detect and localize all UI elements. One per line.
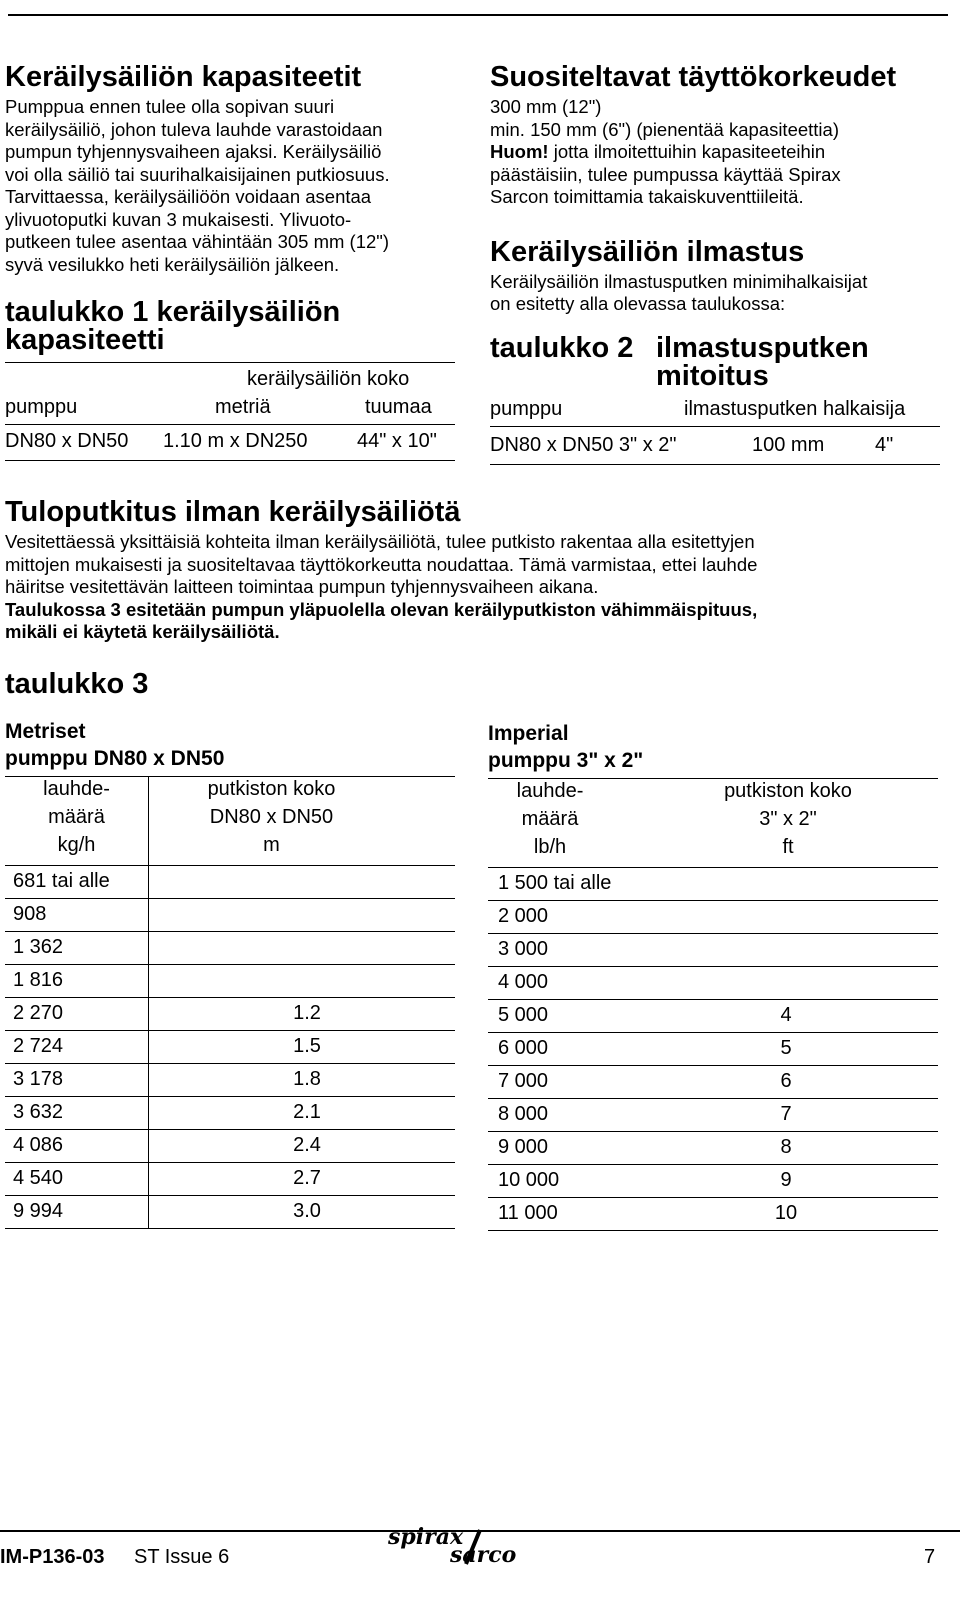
table3-cell-flow: 9 994	[13, 1200, 64, 1222]
vent-line: Keräilysäiliön ilmastusputken minimihalkaisijat	[490, 270, 868, 292]
table2-title-line: ilmastusputken	[656, 331, 869, 364]
fill-heights-heading: Suositeltavat täyttökorkeudet	[490, 61, 897, 93]
table3-rule	[488, 867, 938, 868]
table3-header-right: m	[263, 834, 280, 856]
table3-row-rule	[488, 900, 938, 901]
table3-title: taulukko 3	[5, 668, 149, 700]
table3-cell-length: 2.1	[293, 1101, 321, 1123]
table2-row-in: 4"	[875, 433, 894, 456]
table3-row-rule	[5, 1228, 455, 1229]
table3-row-rule	[488, 1065, 938, 1066]
spirax-sarco-logo	[388, 1524, 548, 1568]
table1	[5, 298, 460, 468]
table3-cell-length: 1.5	[293, 1035, 321, 1057]
table3-cell-flow: 1 500 tai alle	[498, 872, 612, 894]
table3-imperial-sub: Imperial	[488, 722, 569, 745]
table3-imperial	[488, 720, 938, 1230]
table3-cell-flow: 2 724	[13, 1035, 64, 1057]
table3-header-right: putkiston koko	[724, 780, 852, 802]
table1-row-inch: 44" x 10"	[357, 430, 437, 452]
table1-rule	[5, 460, 455, 461]
table3-cell-length: 6	[780, 1070, 792, 1092]
table3-cell-flow: 2 000	[498, 905, 549, 927]
table3-cell-length: 10	[774, 1202, 798, 1224]
table1-row-metric: 1.10 m x DN250	[163, 430, 308, 452]
table3-cell-length: 3.0	[293, 1200, 321, 1222]
table1-row-pump: DN80 x DN50	[5, 430, 129, 452]
table3-cell-flow: 2 270	[13, 1002, 64, 1024]
table3-row-rule	[5, 931, 455, 932]
huom-label: Huom!	[490, 141, 549, 162]
table1-title	[5, 298, 460, 354]
table3-row-rule	[488, 1032, 938, 1033]
table3-row-rule	[488, 1230, 938, 1231]
capacity-paragraph	[5, 96, 460, 276]
doc-id: IM-P136-03	[0, 1546, 105, 1568]
table3-row-rule	[488, 1164, 938, 1165]
table3-cell-length: 7	[780, 1103, 792, 1125]
table3-cell-length: 1.8	[293, 1068, 321, 1090]
table3-metric-sub: Metriset	[5, 720, 86, 743]
venting-heading: Keräilysäiliön ilmastus	[490, 235, 805, 268]
inlet-piping-section	[5, 495, 945, 644]
fill-line: päästäisiin, tulee pumpussa käyttää Spirax	[490, 163, 841, 185]
table3-imperial-sub: pumppu 3" x 2"	[488, 749, 644, 772]
table3-rule	[5, 776, 455, 777]
huom-text: jotta ilmoitettuihin kapasiteeteihin	[548, 141, 826, 162]
inlet-line: Vesitettäessä yksittäisiä kohteita ilman keräilysäiliötä, tulee putkisto rakentaa alla esitettyjen	[5, 531, 755, 552]
table3-row-rule	[5, 1063, 455, 1064]
para-line: Pumppua ennen tulee olla sopivan suuri	[5, 96, 335, 117]
table2-col-pump: pumppu	[490, 397, 563, 420]
table3-cell-flow: 4 540	[13, 1167, 64, 1189]
fill-line: min. 150 mm (6") (pienentää kapasiteettia)	[490, 118, 839, 140]
table3-header-right: putkiston koko	[207, 778, 336, 800]
table3-cell-flow: 10 000	[498, 1169, 560, 1191]
table2-rule	[490, 464, 940, 465]
fill-line: 300 mm (12")	[490, 96, 602, 117]
table3-cell-length: 2.4	[293, 1134, 321, 1156]
table3-row-rule	[5, 1129, 455, 1130]
table3-cell-flow: 5 000	[498, 1004, 549, 1026]
table3-header-left: määrä	[521, 808, 579, 830]
table3-row-rule	[5, 997, 455, 998]
para-line: ylivuotoputki kuvan 3 mukaisesti. Ylivuoto-	[5, 208, 352, 230]
table3-header-left: lauhde-	[516, 780, 584, 802]
table3-row-rule	[5, 1030, 455, 1031]
table1-header-top: keräilysäiliön koko	[247, 368, 410, 390]
table3-header-left: lauhde-	[43, 778, 110, 800]
top-rule	[8, 14, 948, 16]
table1-col-inch: tuumaa	[365, 396, 432, 418]
inlet-bold-line: mikäli ei käytetä keräilysäiliötä.	[5, 621, 280, 642]
capacity-heading: Keräilysäiliön kapasiteetit	[5, 61, 362, 93]
table3-cell-length: 2.7	[293, 1167, 321, 1189]
table2-title-line: mitoitus	[656, 359, 769, 392]
table3-cell-flow: 4 086	[13, 1134, 64, 1156]
para-line: voi olla säiliö tai suurihalkaisijainen putkiosuus.	[5, 163, 390, 185]
logo-sarco: sarco	[450, 1542, 517, 1568]
table3-cell-length: 1.2	[293, 1002, 321, 1024]
table3-row-rule	[5, 1195, 455, 1196]
table3-cell-flow: 8 000	[498, 1103, 549, 1125]
table3-cell-flow: 7 000	[498, 1070, 549, 1092]
table3-cell-length: 5	[780, 1037, 792, 1059]
inlet-paragraph	[5, 531, 945, 644]
table2-col-vent: ilmastusputken halkaisija	[684, 397, 906, 420]
inlet-heading: Tuloputkitus ilman keräilysäiliötä	[5, 496, 461, 528]
page-number: 7	[924, 1546, 936, 1568]
table3-metric-sub: pumppu DN80 x DN50	[5, 747, 225, 770]
table3-cell-length: 8	[780, 1136, 792, 1158]
fill-line	[490, 141, 945, 164]
table3-rule	[5, 865, 455, 866]
table2-row-mm: 100 mm	[752, 433, 825, 456]
table3-row-rule	[488, 1197, 938, 1198]
logo-spirax: spirax	[388, 1524, 464, 1550]
table3-cell-flow: 3 632	[13, 1101, 64, 1123]
table3-row-rule	[488, 1098, 938, 1099]
table3-cell-flow: 908	[13, 903, 47, 925]
table3-cell-flow: 11 000	[498, 1202, 558, 1224]
table3-row-rule	[5, 1162, 455, 1163]
table3-cell-flow: 3 178	[13, 1068, 64, 1090]
issue-label: ST Issue 6	[134, 1546, 230, 1568]
table2-rule	[490, 426, 940, 427]
table1-col-metric: metriä	[215, 396, 271, 418]
table1-rule	[5, 424, 455, 425]
inlet-line: häiritse vesitettävän laitteen toimintaa pumpun tyhjennysvaiheen aikana.	[5, 576, 599, 597]
table3-cell-flow: 3 000	[498, 938, 549, 960]
table3-header-left: lb/h	[533, 836, 567, 858]
table3-row-rule	[5, 964, 455, 965]
para-line: keräilysäiliö, johon tuleva lauhde varastoidaan	[5, 118, 383, 140]
fill-heights-text	[490, 96, 945, 209]
table3-row-rule	[5, 898, 455, 899]
table1-rule	[5, 362, 455, 363]
table3-header-right: ft	[782, 836, 794, 858]
table3-row-rule	[488, 999, 938, 1000]
table1-col-pump: pumppu	[5, 396, 78, 418]
table3-row-rule	[5, 1096, 455, 1097]
table2	[490, 331, 945, 464]
fill-line: Sarcon toimittamia takaiskuventtiileitä.	[490, 186, 804, 207]
table3-header-right: 3" x 2"	[759, 808, 817, 830]
table2-title-prefix: taulukko 2	[490, 331, 634, 364]
para-line: syvä vesilukko heti keräilysäiliön jälkeen.	[5, 253, 340, 275]
table3-cell-flow: 9 000	[498, 1136, 549, 1158]
table3-cell-flow: 681 tai alle	[13, 870, 110, 892]
table3-header-left: kg/h	[57, 834, 96, 856]
inlet-line: mittojen mukaisesti ja suositeltavaa täyttökorkeutta noudattaa. Tämä varmistaa, ettei lauhde	[5, 553, 758, 575]
table3-rule	[488, 778, 938, 779]
table3-cell-flow: 6 000	[498, 1037, 549, 1059]
table1-title-line: kapasiteetti	[5, 324, 165, 356]
para-line: Tarvittaessa, keräilysäiliöön voidaan asentaa	[5, 186, 372, 207]
table3-row-rule	[488, 1131, 938, 1132]
table3-cell-flow: 1 816	[13, 969, 64, 991]
right-column	[490, 60, 945, 464]
footer	[0, 1524, 960, 1590]
vent-line: on esitetty alla olevassa taulukossa:	[490, 293, 786, 314]
para-line: pumpun tyhjennysvaiheen ajaksi. Keräilysäiliö	[5, 141, 382, 162]
table3-cell-flow: 4 000	[498, 971, 549, 993]
para-line: putkeen tulee asentaa vähintään 305 mm (12")	[5, 231, 390, 252]
inlet-bold-line: Taulukossa 3 esitetään pumpun yläpuolella olevan keräilyputkiston vähimmäispituus,	[5, 598, 758, 620]
table3-cell-flow: 1 362	[13, 936, 64, 958]
table3-header-left: määrä	[48, 806, 105, 828]
table3-cell-length: 4	[780, 1004, 792, 1026]
table2-row-pump: DN80 x DN50 3" x 2"	[490, 433, 677, 456]
table3-metric	[5, 718, 455, 1228]
table3-header-right: DN80 x DN50	[209, 806, 334, 828]
table3-row-rule	[488, 933, 938, 934]
table1-title-line: taulukko 1 keräilysäiliön	[5, 296, 341, 328]
left-column	[5, 60, 460, 468]
table3-cell-length: 9	[780, 1169, 792, 1191]
table3-row-rule	[488, 966, 938, 967]
